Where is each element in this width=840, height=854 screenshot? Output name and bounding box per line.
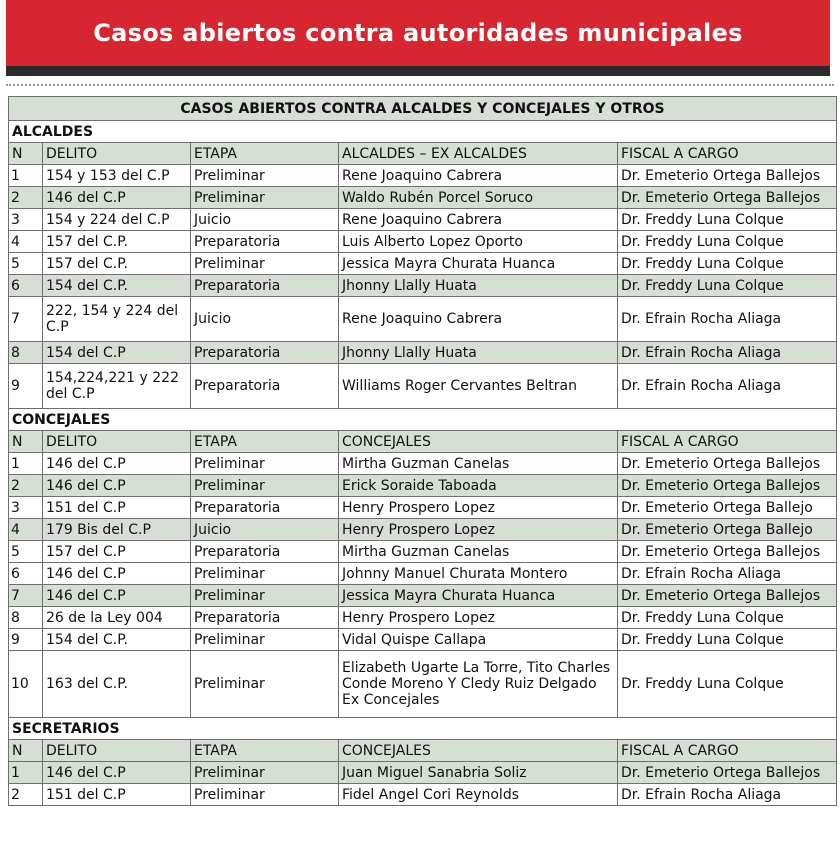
cell-person: Jhonny Llally Huata: [339, 275, 618, 297]
cell-fiscal: Dr. Efrain Rocha Aliaga: [618, 784, 837, 806]
table-row: [9, 342, 837, 364]
cell-person: Henry Prospero Lopez: [339, 497, 618, 519]
section-row: [9, 718, 837, 740]
cell-delito: 222, 154 y 224 del C.P: [43, 297, 191, 342]
header-row: [9, 740, 837, 762]
dotted-divider: [6, 84, 834, 86]
cell-etapa: Preparatoria: [191, 607, 339, 629]
cell-number: 7: [9, 297, 43, 342]
table-row: [9, 165, 837, 187]
table-row: [9, 651, 837, 718]
table-row: [9, 209, 837, 231]
cell-number: 6: [9, 275, 43, 297]
cell-fiscal: Dr. Emeterio Ortega Ballejos: [618, 585, 837, 607]
cell-delito: 154 del C.P.: [43, 629, 191, 651]
table-row: [9, 475, 837, 497]
cell-fiscal: Dr. Emeterio Ortega Ballejos: [618, 541, 837, 563]
cell-fiscal: Dr. Efrain Rocha Aliaga: [618, 364, 837, 409]
section-label: CONCEJALES: [9, 409, 837, 431]
cases-table-body: [9, 97, 837, 806]
cell-etapa: Preliminar: [191, 165, 339, 187]
column-header-fiscal: FISCAL A CARGO: [618, 143, 837, 165]
cell-person: Jhonny Llally Huata: [339, 342, 618, 364]
cell-etapa: Preparatoria: [191, 275, 339, 297]
table-row: [9, 497, 837, 519]
cell-fiscal: Dr. Freddy Luna Colque: [618, 209, 837, 231]
cell-etapa: Preparatoria: [191, 364, 339, 409]
table-row: [9, 364, 837, 409]
cell-person: Jessica Mayra Churata Huanca: [339, 253, 618, 275]
cell-delito: 146 del C.P: [43, 762, 191, 784]
cell-person: Elizabeth Ugarte La Torre, Tito Charles Conde Moreno Y Cledy Ruiz Delgado Ex Concejales: [339, 651, 618, 718]
column-header-fiscal: FISCAL A CARGO: [618, 431, 837, 453]
cell-etapa: Preliminar: [191, 629, 339, 651]
column-header-number: N: [9, 740, 43, 762]
cell-number: 1: [9, 762, 43, 784]
column-header-number: N: [9, 143, 43, 165]
cell-person: Henry Prospero Lopez: [339, 607, 618, 629]
column-header-number: N: [9, 431, 43, 453]
cell-number: 9: [9, 629, 43, 651]
cell-delito: 146 del C.P: [43, 585, 191, 607]
cell-etapa: Preliminar: [191, 762, 339, 784]
cell-person: Rene Joaquino Cabrera: [339, 165, 618, 187]
cell-person: Erick Soraide Taboada: [339, 475, 618, 497]
column-header-delito: DELITO: [43, 143, 191, 165]
cell-etapa: Preparatoria: [191, 342, 339, 364]
cell-delito: 154 y 224 del C.P: [43, 209, 191, 231]
column-header-person: CONCEJALES: [339, 740, 618, 762]
cell-person: Mirtha Guzman Canelas: [339, 453, 618, 475]
cell-person: Vidal Quispe Callapa: [339, 629, 618, 651]
cell-person: Fidel Angel Cori Reynolds: [339, 784, 618, 806]
table-row: [9, 784, 837, 806]
header-row: [9, 431, 837, 453]
cell-etapa: Preparatoria: [191, 497, 339, 519]
column-header-etapa: ETAPA: [191, 143, 339, 165]
section-row: [9, 121, 837, 143]
table-row: [9, 519, 837, 541]
cell-number: 5: [9, 253, 43, 275]
table-row: [9, 629, 837, 651]
section-row: [9, 409, 837, 431]
cell-number: 3: [9, 497, 43, 519]
table-row: [9, 607, 837, 629]
cell-delito: 157 del C.P.: [43, 253, 191, 275]
table-row: [9, 453, 837, 475]
cell-etapa: Preparatoria: [191, 541, 339, 563]
banner-title: Casos abiertos contra autoridades municipales: [93, 19, 743, 47]
cell-number: 3: [9, 209, 43, 231]
cell-delito: 179 Bis del C.P: [43, 519, 191, 541]
cell-fiscal: Dr. Freddy Luna Colque: [618, 629, 837, 651]
cell-fiscal: Dr. Freddy Luna Colque: [618, 231, 837, 253]
cell-delito: 163 del C.P.: [43, 651, 191, 718]
cell-fiscal: Dr. Emeterio Ortega Ballejos: [618, 762, 837, 784]
cell-etapa: Preliminar: [191, 453, 339, 475]
cell-number: 6: [9, 563, 43, 585]
cell-number: 4: [9, 231, 43, 253]
table-title-row: [9, 97, 837, 121]
column-header-etapa: ETAPA: [191, 431, 339, 453]
cell-delito: 157 del C.P: [43, 541, 191, 563]
table-row: [9, 762, 837, 784]
cell-number: 5: [9, 541, 43, 563]
table-row: [9, 231, 837, 253]
cell-number: 8: [9, 342, 43, 364]
cell-fiscal: Dr. Efrain Rocha Aliaga: [618, 563, 837, 585]
cell-fiscal: Dr. Emeterio Ortega Ballejos: [618, 453, 837, 475]
cell-delito: 146 del C.P: [43, 187, 191, 209]
table-row: [9, 275, 837, 297]
column-header-person: CONCEJALES: [339, 431, 618, 453]
column-header-person: ALCALDES – EX ALCALDES: [339, 143, 618, 165]
cell-person: Johnny Manuel Churata Montero: [339, 563, 618, 585]
cell-person: Williams Roger Cervantes Beltran: [339, 364, 618, 409]
cell-delito: 154 del C.P.: [43, 275, 191, 297]
cell-fiscal: Dr. Emeterio Ortega Ballejo: [618, 497, 837, 519]
cell-etapa: Preliminar: [191, 784, 339, 806]
cell-fiscal: Dr. Efrain Rocha Aliaga: [618, 297, 837, 342]
table-row: [9, 187, 837, 209]
cell-fiscal: Dr. Freddy Luna Colque: [618, 651, 837, 718]
cell-delito: 26 de la Ley 004: [43, 607, 191, 629]
cell-etapa: Juicio: [191, 297, 339, 342]
cell-etapa: Preliminar: [191, 563, 339, 585]
cell-delito: 151 del C.P: [43, 497, 191, 519]
header-banner: [6, 0, 830, 76]
cell-delito: 157 del C.P.: [43, 231, 191, 253]
cell-fiscal: Dr. Emeterio Ortega Ballejos: [618, 165, 837, 187]
header-row: [9, 143, 837, 165]
cell-fiscal: Dr. Emeterio Ortega Ballejo: [618, 519, 837, 541]
cell-fiscal: Dr. Freddy Luna Colque: [618, 253, 837, 275]
table-row: [9, 563, 837, 585]
section-label: ALCALDES: [9, 121, 837, 143]
cell-delito: 154 y 153 del C.P: [43, 165, 191, 187]
cell-fiscal: Dr. Freddy Luna Colque: [618, 275, 837, 297]
cell-etapa: Preparatoria: [191, 231, 339, 253]
cell-etapa: Juicio: [191, 209, 339, 231]
column-header-etapa: ETAPA: [191, 740, 339, 762]
cases-table: [8, 96, 837, 806]
cell-etapa: Juicio: [191, 519, 339, 541]
cell-number: 1: [9, 165, 43, 187]
cell-fiscal: Dr. Emeterio Ortega Ballejos: [618, 475, 837, 497]
table-row: [9, 585, 837, 607]
cell-fiscal: Dr. Freddy Luna Colque: [618, 607, 837, 629]
cell-person: Jessica Mayra Churata Huanca: [339, 585, 618, 607]
table-row: [9, 253, 837, 275]
cell-etapa: Preliminar: [191, 585, 339, 607]
table-title: CASOS ABIERTOS CONTRA ALCALDES Y CONCEJALES Y OTROS: [9, 97, 837, 121]
cell-person: Rene Joaquino Cabrera: [339, 297, 618, 342]
cell-number: 1: [9, 453, 43, 475]
cell-person: Luis Alberto Lopez Oporto: [339, 231, 618, 253]
cell-number: 4: [9, 519, 43, 541]
cell-number: 2: [9, 187, 43, 209]
cell-delito: 146 del C.P: [43, 453, 191, 475]
cell-number: 7: [9, 585, 43, 607]
cell-number: 9: [9, 364, 43, 409]
cell-delito: 154 del C.P: [43, 342, 191, 364]
section-label: SECRETARIOS: [9, 718, 837, 740]
cell-delito: 146 del C.P: [43, 475, 191, 497]
cell-delito: 154,224,221 y 222 del C.P: [43, 364, 191, 409]
cell-delito: 146 del C.P: [43, 563, 191, 585]
cell-number: 2: [9, 475, 43, 497]
cell-etapa: Preliminar: [191, 651, 339, 718]
cell-delito: 151 del C.P: [43, 784, 191, 806]
column-header-delito: DELITO: [43, 740, 191, 762]
cell-etapa: Preliminar: [191, 475, 339, 497]
cell-person: Rene Joaquino Cabrera: [339, 209, 618, 231]
cell-person: Henry Prospero Lopez: [339, 519, 618, 541]
column-header-delito: DELITO: [43, 431, 191, 453]
cell-etapa: Preliminar: [191, 253, 339, 275]
table-row: [9, 297, 837, 342]
column-header-fiscal: FISCAL A CARGO: [618, 740, 837, 762]
cell-fiscal: Dr. Efrain Rocha Aliaga: [618, 342, 837, 364]
cell-person: Mirtha Guzman Canelas: [339, 541, 618, 563]
cell-number: 10: [9, 651, 43, 718]
cell-fiscal: Dr. Emeterio Ortega Ballejos: [618, 187, 837, 209]
cell-number: 2: [9, 784, 43, 806]
cell-etapa: Preliminar: [191, 187, 339, 209]
cell-person: Juan Miguel Sanabria Soliz: [339, 762, 618, 784]
table-row: [9, 541, 837, 563]
cell-person: Waldo Rubén Porcel Soruco: [339, 187, 618, 209]
cell-number: 8: [9, 607, 43, 629]
